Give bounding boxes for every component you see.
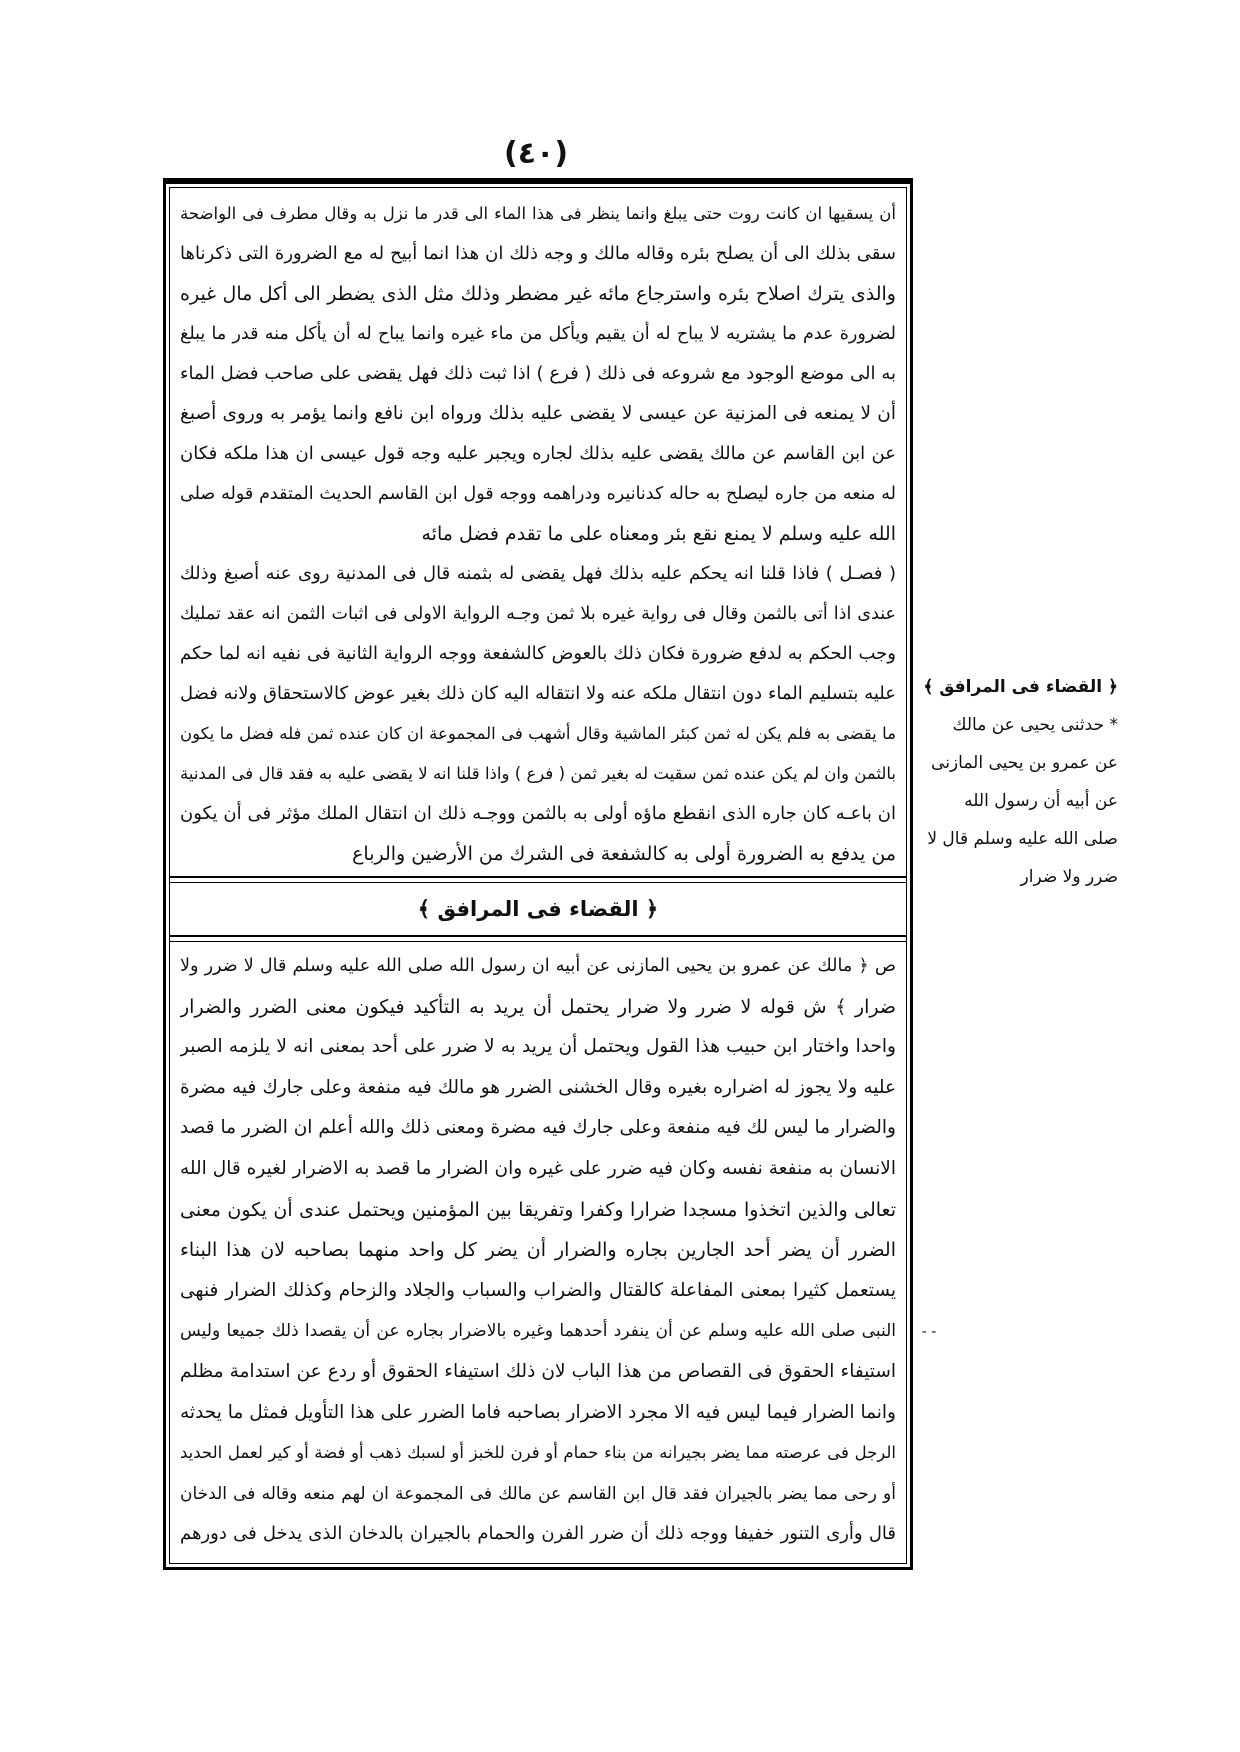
text-line: له منعه من جاره ليصلح به حاله كدنانيره ودراهمه ووجه قول ابن القاسم الحديث المتقدم قوله صلى [180, 484, 896, 504]
text-line: يستعمل كثيرا بمعنى المفاعلة كالقتال والضراب والسباب والجلاد والزحام وكذلك الضرار فنهى [180, 1279, 896, 1301]
margin-line: صلى الله عليه وسلم قال لا [927, 829, 1118, 849]
text-line: ( فصـل ) فاذا قلنا انه يحكم عليه بذلك فهل يقضى له بثمنه قال فى المدنية روى عنه أصبغ وذلك [180, 563, 896, 584]
double-rule [170, 935, 906, 942]
main-text-frame [163, 178, 913, 1570]
text-line: عن ابن القاسم عن مالك يقضى عليه بذلك لجاره ويجبر عليه وجه قول عيسى ان هذا ملكه فكان [180, 443, 896, 464]
text-line: الرجل فى عرصته مما يضر بجيرانه من بناء حمام أو فرن للخبز أو لسبك ذهب أو فضة أو كير لعمل الحديد [180, 1443, 896, 1463]
text-line: تعالى والذين اتخذوا مسجدا ضرارا وكفرا وتفريقا بين المؤمنين ويحتمل عندى أن يكون معنى [180, 1198, 896, 1221]
text-line: ضرار ﴾ ش قوله لا ضرر ولا ضرار يحتمل أن يريد به التأكيد فيكون معنى الضرر والضرار [180, 995, 896, 1018]
text-line: أو رحى مما يضر بالجيران فقد قال ابن القاسم عن مالك فى المجموعة ان لهم منعه وقاله فى الدخان [180, 1483, 896, 1504]
margin-heading: ﴿ القضاء فى المرافق ﴾ [923, 677, 1118, 697]
text-line: به الى موضع الوجود مع شروعه فى ذلك ( فرع ) اذا ثبت ذلك فهل يقضى على صاحب فضل الماء [180, 363, 896, 384]
text-line: وجب الحكم به لدفع ضرورة فكان ذلك بالعوض كالشفعة ووجه الرواية الثانية فى نفيه انه لما حكم [180, 643, 896, 664]
text-line: أن يسقيها ان كانت روت حتى يبلغ وانما ينظر فى هذا الماء الى قدر ما نزل به وقال مطرف فى الواضحة [180, 204, 896, 223]
text-line: ص ﴿ مالك عن عمرو بن يحيى المازنى عن أبيه ان رسول الله صلى الله عليه وسلم قال لا ضرر ولا [180, 956, 896, 976]
text-line: والضرار ما ليس لك فيه منفعة وعلى جارك فيه مضرة ومعنى ذلك والله أعلم ان الضرر ما قصد [180, 1117, 896, 1139]
text-line: وانما الضرار فيما ليس فيه الا مجرد الاضرار بصاحبه فاما الضرر على هذا التأويل فمثل ما يحدثه [180, 1401, 896, 1423]
text-line: بالثمن وان لم يكن عنده ثمن سقيت له بغير ثمن ( فرع ) واذا قلنا انه لا يقضى عليه به فقد قال فى المدنية [180, 764, 896, 783]
text-line: الانسان به منفعة نفسه وكان فيه ضرر على غيره وان الضرار ما قصد به الاضرار لغيره قال الله [180, 1157, 896, 1179]
double-rule [170, 876, 906, 883]
margin-note [922, 668, 1118, 896]
text-line: استيفاء الحقوق فى القصاص من هذا الباب لان ذلك استيفاء الحقوق أو ردع عن استدامة مظلم [180, 1360, 896, 1382]
section-heading: ﴿ القضاء فى المرافق ﴾ [417, 897, 659, 921]
text-line: واحدا واختار ابن حبيب هذا القول ويحتمل أن يريد به لا ضرر على أحد بمعنى انه لا يلزمه الصبر [180, 1036, 896, 1058]
text-line: أن لا يمنعه فى المزنية عن عيسى لا يقضى عليه بذلك ورواه ابن نافع وانما يؤمر به وروى أصبغ [180, 403, 896, 424]
text-line: من يدفع به الضرورة أولى به كالشفعة فى الشرك من الأرضين والرباع [352, 843, 896, 865]
text-line: عليه بتسليم الماء دون انتقال ملكه عنه ولا انتقاله اليه كان ذلك بغير عوض كالاستحقاق ولانه فضل [180, 683, 896, 704]
margin-line: ضرر ولا ضرار [1020, 867, 1118, 887]
margin-line: عن عمرو بن يحيى المازنى [931, 753, 1118, 773]
text-line: النبى صلى الله عليه وسلم عن أن ينفرد أحدهما وغيره بالاضرار بجاره عن أن يقصدا ذلك جميعا وليس [180, 1321, 896, 1342]
lower-text-block [180, 946, 896, 1555]
text-line: الله عليه وسلم لا يمنع نقع بئر ومعناه على ما تقدم فضل مائه [421, 523, 896, 545]
margin-line: عن أبيه أن رسول الله [964, 791, 1118, 811]
text-line: والذى يترك اصلاح بئره واسترجاع مائه غير مضطر وذلك مثل الذى يضطر الى أكل مال غيره [180, 283, 896, 305]
margin-line: * حدثنى يحيى عن مالك [952, 715, 1118, 735]
side-mark: - - [921, 1324, 937, 1340]
text-line: عندى اذا أتى بالثمن وقال فى رواية غيره بلا ثمن وجـه الرواية الاولى فى اثبات الثمن انه عقد تمليك [180, 604, 896, 624]
text-line: لضرورة عدم ما يشتريه لا يباح له أن يقيم ويأكل من ماء غيره وانما يباح له أن يأكل منه قدر ما يبلغ [180, 324, 896, 344]
text-line: ان باعـه كان جاره الذى انقطع ماؤه أولى به بالثمن ووجـه ذلك ان انتقال الملك مؤثر فى أن يكون [180, 803, 896, 824]
page-number: (٤٠) [503, 136, 569, 171]
text-line: الضرر أن يضر أحد الجارين بجاره والضرار أن يضر كل واحد منهما بصاحبه لان هذا البناء [180, 1239, 896, 1262]
text-line: سقى بذلك الى أن يصلح بئره وقاله مالك و وجه ذلك ان هذا انما أبيح له مع الضرورة التى ذكرناها [180, 243, 896, 264]
text-line: قال وأرى التنور خفيفا ووجه ذلك أن ضرر الفرن والحمام بالجيران بالدخان الذى يدخل فى دورهم [180, 1523, 896, 1545]
text-line: عليه ولا يجوز له اضراره بغيره وقال الخشنى الضرر هو مالك فيه منفعة وعلى جارك فيه مضرة [180, 1076, 896, 1098]
text-line: ما يقضى به فلم يكن له ثمن كبئر الماشية وقال أشهب فى المجموعة ان كان عنده ثمن فله فضل ما يكون [180, 724, 896, 743]
upper-text-block [180, 194, 896, 874]
